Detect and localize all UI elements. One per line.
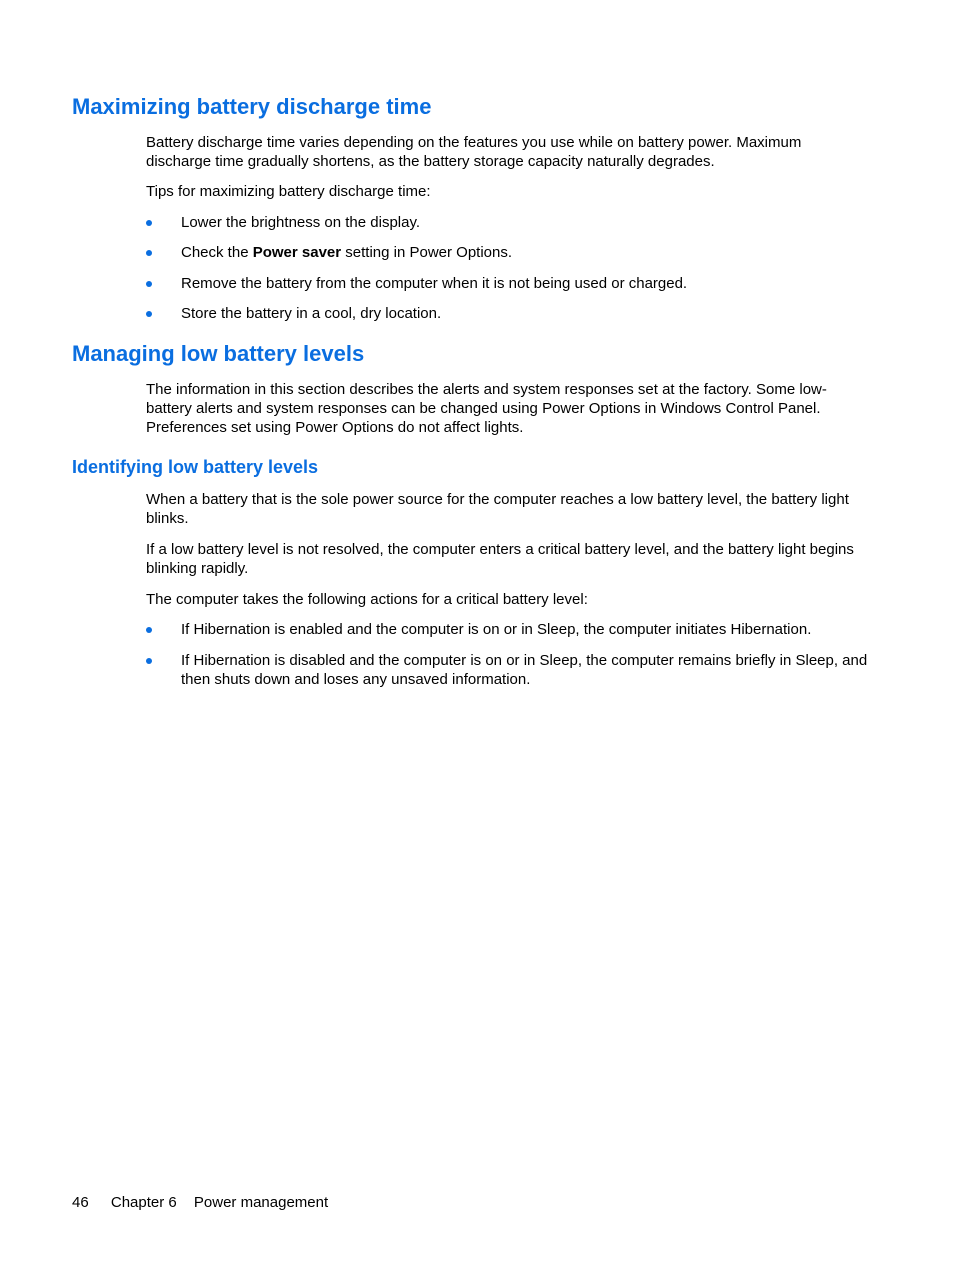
paragraph-low-battery-light: When a battery that is the sole power source for the computer reaches a low battery level, the battery light blinks. [146,491,849,527]
bullet-icon [146,281,152,287]
chapter-label: Chapter 6 [110,1194,177,1211]
list-item-text: If Hibernation is enabled and the computer is on or in Sleep, the computer initiates Hibernation. [181,621,812,638]
power-saver-term: Power saver [252,244,342,261]
list-item [146,213,870,232]
chapter-title: Power management [193,1194,329,1211]
list-item-text: Lower the brightness on the display. [181,214,421,231]
list-item-text-pre: Check the [181,244,253,261]
list-item [146,274,870,293]
section-heading-maximizing-discharge: Maximizing battery discharge time [72,94,432,119]
bullet-icon [146,627,152,633]
list-item-text-post: setting in Power Options. [341,244,513,261]
list-item-text [181,243,870,262]
list-item [146,243,870,262]
paragraph-discharge-intro: Battery discharge time varies depending on the features you use while on battery power. Maximum discharge time gradually shortens, as the battery storage capacity naturally degrades. [146,134,802,170]
list-item-text: Store the battery in a cool, dry location. [181,305,442,322]
list-item-text: Remove the battery from the computer when it is not being used or charged. [181,275,688,292]
paragraph-tips-intro: Tips for maximizing battery discharge time: [146,183,431,200]
list-item [146,651,870,689]
subsection-heading-identifying-low-battery: Identifying low battery levels [72,457,319,477]
section-heading-managing-low-battery: Managing low battery levels [72,341,365,366]
paragraph-critical-actions-intro: The computer takes the following actions for a critical battery level: [146,591,588,608]
page-footer [72,1193,328,1212]
paragraph-critical-level: If a low battery level is not resolved, the computer enters a critical battery level, and the battery light begins blinking rapidly. [146,541,854,577]
paragraph-low-battery-info: The information in this section describes the alerts and system responses set at the factory. Some low-battery alerts and system responses can be changed using Power Options in Windows Control Panel. Preferences set using Power Options do not affect lights. [146,381,827,436]
bullet-icon [146,311,152,317]
list-item-text: If Hibernation is disabled and the computer is on or in Sleep, the computer remains briefly in Sleep, and then shuts down and loses any unsaved information. [181,652,868,688]
list-item [146,304,870,323]
page-number: 46 [72,1194,89,1211]
bullet-icon [146,250,152,256]
bullet-icon [146,658,152,664]
list-item [146,620,870,639]
bullet-icon [146,220,152,226]
